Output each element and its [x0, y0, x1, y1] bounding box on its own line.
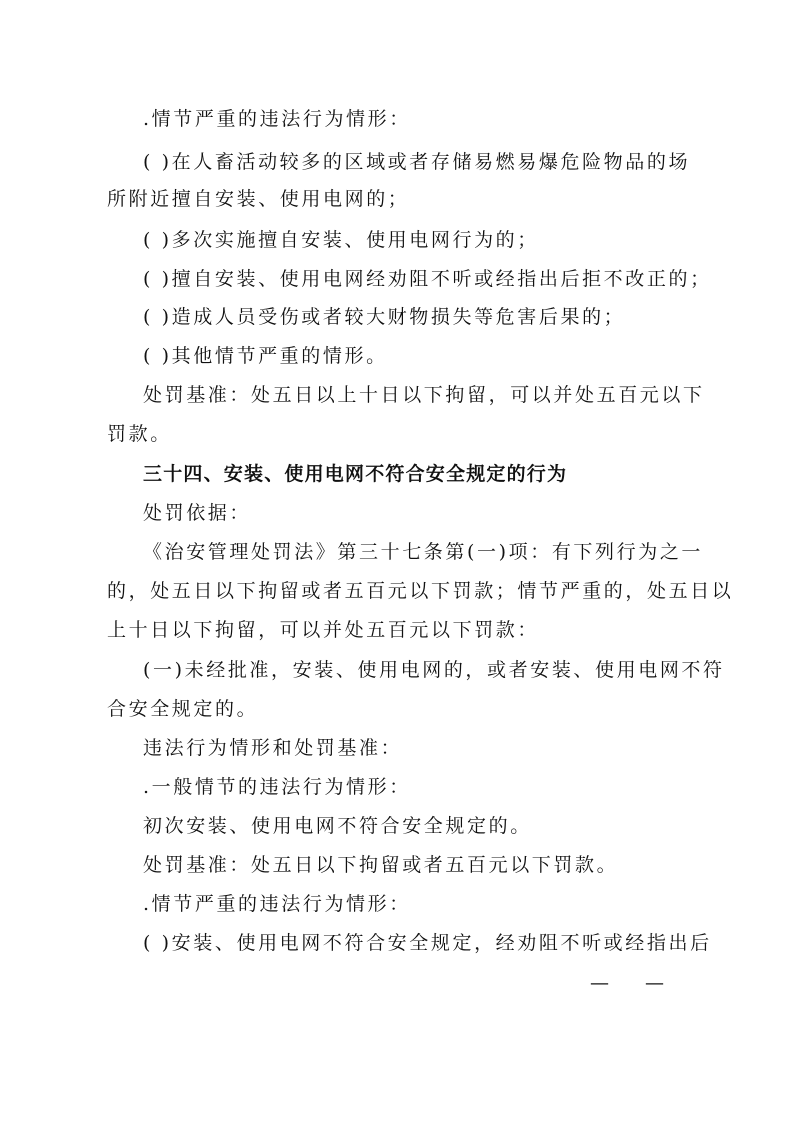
paragraph-line: 《治安管理处罚法》第三十七条第(一)项：有下列行为之一 — [143, 541, 704, 563]
paragraph-line: 所附近擅自安装、使用电网的； — [107, 188, 410, 210]
paragraph-line: 初次安装、使用电网不符合安全规定的。 — [143, 815, 532, 837]
paragraph-line: 上十日以下拘留，可以并处五百元以下罚款： — [107, 619, 540, 641]
subsection-heading-serious: .情节严重的违法行为情形： — [143, 893, 411, 915]
paragraph-line: ( )造成人员受伤或者较大财物损失等危害后果的； — [143, 306, 626, 328]
subsection-heading-serious: .情节严重的违法行为情形： — [143, 108, 411, 130]
subsection-label: 违法行为情形和处罚基准： — [143, 737, 403, 759]
subsection-heading-general: .一般情节的违法行为情形： — [143, 776, 411, 798]
paragraph-line: 的，处五日以下拘留或者五百元以下罚款；情节严重的，处五日以 — [107, 580, 734, 602]
paragraph-line: 罚款。 — [107, 423, 172, 445]
paragraph-line: ( )多次实施擅自安装、使用电网行为的； — [143, 229, 539, 251]
basis-label: 处罚依据： — [143, 502, 252, 524]
paragraph-line: ( )安装、使用电网不符合安全规定，经劝阻不听或经指出后 — [143, 932, 712, 954]
paragraph-line: ( )在人畜活动较多的区域或者存储易燃易爆危险物品的场 — [143, 151, 691, 173]
penalty-standard-line: 处罚基准：处五日以下拘留或者五百元以下罚款。 — [143, 854, 619, 876]
penalty-standard-line: 处罚基准：处五日以上十日以下拘留，可以并处五百元以下 — [143, 384, 705, 406]
paragraph-line: ( )擅自安装、使用电网经劝阻不听或经指出后拒不改正的； — [143, 268, 712, 290]
paragraph-line: (一)未经批准，安装、使用电网的，或者安装、使用电网不符 — [143, 659, 725, 681]
section-heading: 三十四、安装、使用电网不符合安全规定的行为 — [143, 463, 568, 485]
paragraph-line: ( )其他情节严重的情形。 — [143, 345, 388, 367]
page-marker-right: — — [645, 972, 667, 994]
page-marker-left: — — [590, 972, 612, 994]
paragraph-line: 合安全规定的。 — [107, 698, 259, 720]
